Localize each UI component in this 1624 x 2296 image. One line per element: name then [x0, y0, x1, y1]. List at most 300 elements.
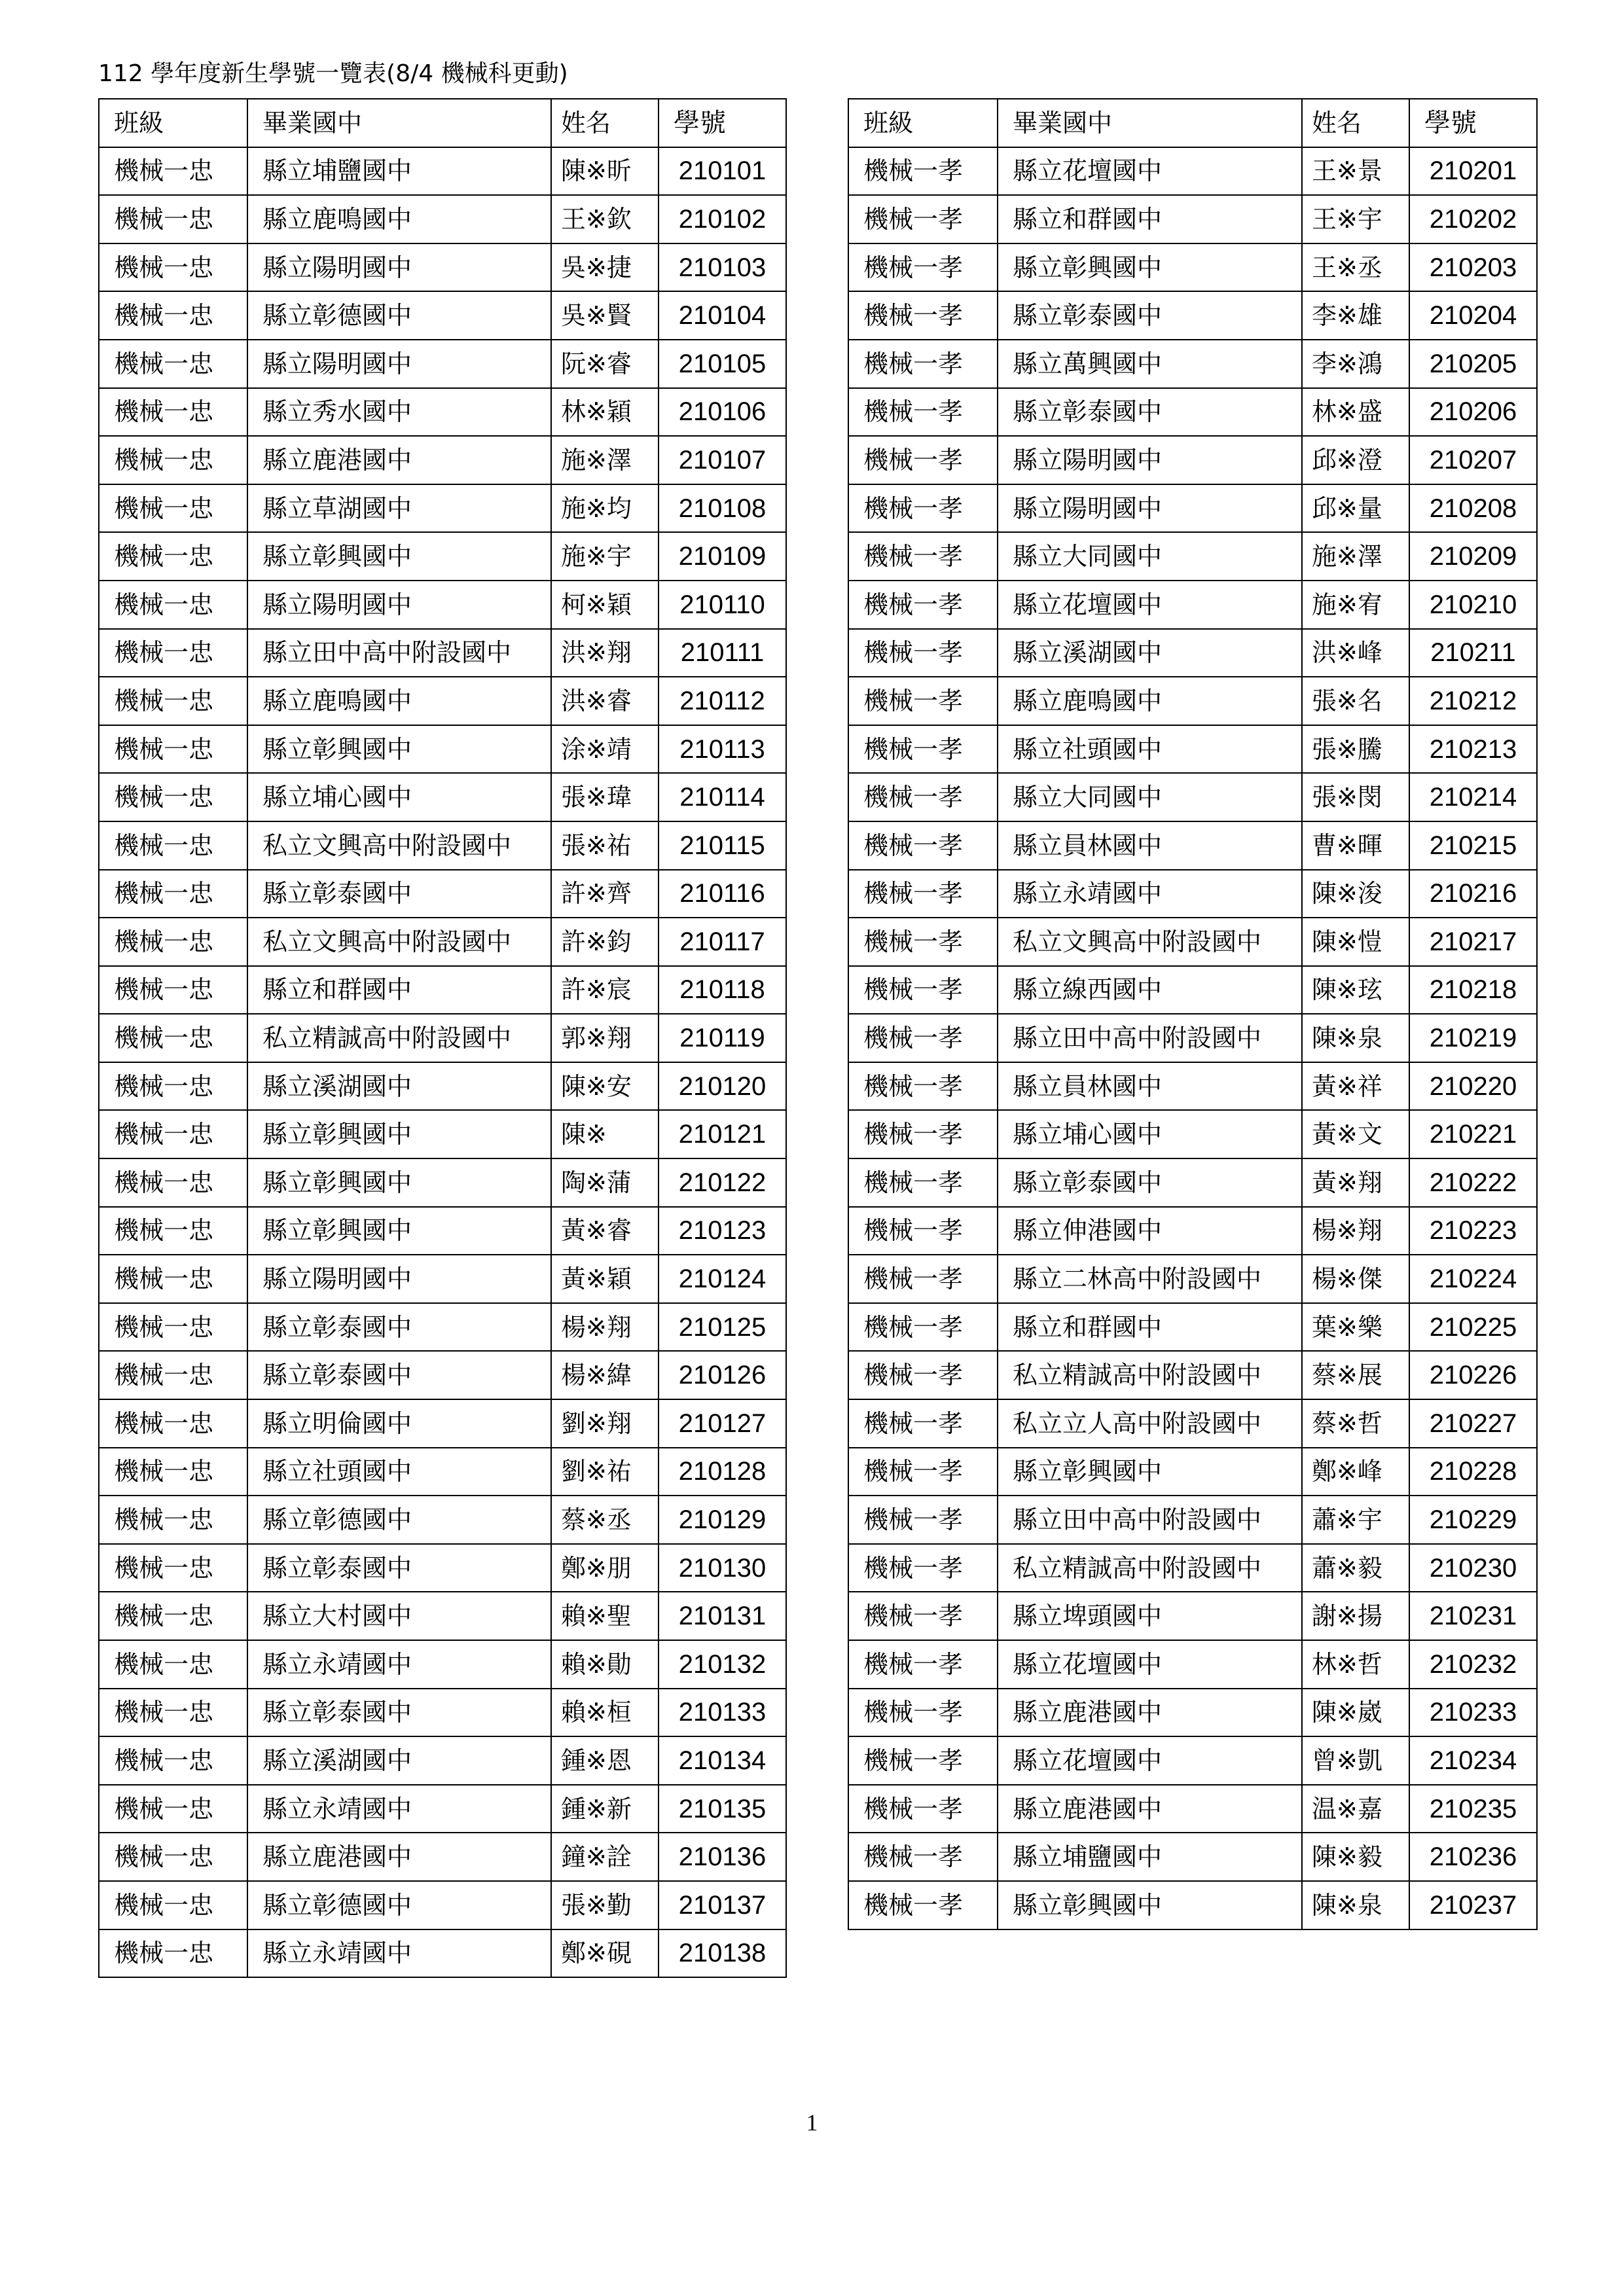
name-cell: 邱※量: [1302, 484, 1409, 533]
class-cell: 機械一忠: [99, 821, 247, 870]
school-cell: 縣立陽明國中: [998, 436, 1302, 484]
name-cell: 涂※靖: [551, 725, 659, 774]
name-cell: 施※宇: [551, 532, 659, 581]
name-cell: 施※均: [551, 484, 659, 533]
student-id-cell: 210134: [659, 1736, 786, 1785]
table-row: [99, 1448, 786, 1496]
school-cell: 縣立社頭國中: [998, 725, 1302, 774]
school-cell: 縣立溪湖國中: [998, 629, 1302, 677]
school-cell: 私立文興高中附設國中: [247, 821, 551, 870]
school-cell: 縣立伸港國中: [998, 1207, 1302, 1255]
student-id-cell: 210131: [659, 1592, 786, 1640]
column-header: 畢業國中: [998, 99, 1302, 147]
class-cell: 機械一孝: [848, 1544, 998, 1592]
class-cell: 機械一忠: [99, 1785, 247, 1833]
school-cell: 縣立彰泰國中: [247, 870, 551, 918]
student-id-cell: 210116: [659, 870, 786, 918]
document-title: 112 學年度新生學號一覽表(8/4 機械科更動): [98, 60, 568, 87]
table-row: [848, 1399, 1537, 1448]
class-cell: 機械一孝: [848, 918, 998, 966]
table-row: [848, 966, 1537, 1014]
student-id-cell: 210219: [1409, 1014, 1537, 1062]
student-id-cell: 210129: [659, 1496, 786, 1544]
class-cell: 機械一忠: [99, 1014, 247, 1062]
table-row: [848, 773, 1537, 821]
table-row: [848, 1544, 1537, 1592]
school-cell: 私立精誠高中附設國中: [998, 1351, 1302, 1399]
school-cell: 縣立鹿港國中: [998, 1689, 1302, 1737]
school-cell: 縣立鹿港國中: [247, 1833, 551, 1881]
class-cell: 機械一孝: [848, 1689, 998, 1737]
student-id-cell: 210209: [1409, 532, 1537, 581]
table-row: [99, 1929, 786, 1978]
school-cell: 縣立和群國中: [247, 966, 551, 1014]
class-cell: 機械一忠: [99, 1736, 247, 1785]
name-cell: 曾※凱: [1302, 1736, 1409, 1785]
student-id-cell: 210125: [659, 1303, 786, 1352]
class-cell: 機械一孝: [848, 966, 998, 1014]
student-id-cell: 210126: [659, 1351, 786, 1399]
school-cell: 縣立鹿鳴國中: [247, 195, 551, 243]
class-cell: 機械一忠: [99, 291, 247, 340]
student-id-cell: 210237: [1409, 1881, 1537, 1929]
student-id-cell: 210213: [1409, 725, 1537, 774]
name-cell: 洪※睿: [551, 677, 659, 725]
school-cell: 私立文興高中附設國中: [247, 918, 551, 966]
school-cell: 縣立和群國中: [998, 195, 1302, 243]
school-cell: 縣立彰泰國中: [247, 1689, 551, 1737]
class-cell: 機械一孝: [848, 773, 998, 821]
school-cell: 縣立溪湖國中: [247, 1062, 551, 1111]
class-cell: 機械一孝: [848, 1592, 998, 1640]
student-id-cell: 210230: [1409, 1544, 1537, 1592]
name-cell: 柯※穎: [551, 581, 659, 629]
name-cell: 蕭※宇: [1302, 1496, 1409, 1544]
student-id-cell: 210211: [1409, 629, 1537, 677]
class-cell: 機械一孝: [848, 1158, 998, 1207]
student-id-cell: 210115: [659, 821, 786, 870]
name-cell: 王※宇: [1302, 195, 1409, 243]
school-cell: 縣立永靖國中: [998, 870, 1302, 918]
student-id-cell: 210220: [1409, 1062, 1537, 1111]
student-id-cell: 210231: [1409, 1592, 1537, 1640]
school-cell: 縣立大同國中: [998, 532, 1302, 581]
student-id-cell: 210132: [659, 1640, 786, 1689]
student-id-cell: 210204: [1409, 291, 1537, 340]
school-cell: 縣立秀水國中: [247, 388, 551, 437]
name-cell: 林※穎: [551, 388, 659, 437]
class-cell: 機械一孝: [848, 581, 998, 629]
class-cell: 機械一孝: [848, 1255, 998, 1303]
table-row: [848, 1496, 1537, 1544]
student-id-cell: 210117: [659, 918, 786, 966]
table-row: [848, 388, 1537, 437]
roster-body-left: [99, 99, 786, 1977]
class-cell: 機械一忠: [99, 1689, 247, 1737]
name-cell: 張※勤: [551, 1881, 659, 1929]
class-cell: 機械一忠: [99, 436, 247, 484]
class-cell: 機械一孝: [848, 195, 998, 243]
column-header: 畢業國中: [247, 99, 551, 147]
school-cell: 縣立埤頭國中: [998, 1592, 1302, 1640]
column-header: 學號: [1409, 99, 1537, 147]
name-cell: 陳※浚: [1302, 870, 1409, 918]
name-cell: 賴※勛: [551, 1640, 659, 1689]
table-row: [99, 629, 786, 677]
table-row: [99, 388, 786, 437]
table-row: [99, 532, 786, 581]
table-row: [848, 147, 1537, 196]
column-header: 班級: [848, 99, 998, 147]
table-row: [848, 1158, 1537, 1207]
table-row: [848, 629, 1537, 677]
student-id-cell: 210205: [1409, 340, 1537, 388]
student-id-cell: 210133: [659, 1689, 786, 1737]
student-id-cell: 210221: [1409, 1110, 1537, 1158]
student-id-cell: 210225: [1409, 1303, 1537, 1352]
table-row: [848, 1255, 1537, 1303]
school-cell: 縣立彰德國中: [247, 291, 551, 340]
school-cell: 縣立陽明國中: [247, 1255, 551, 1303]
student-id-cell: 210226: [1409, 1351, 1537, 1399]
table-row: [848, 243, 1537, 292]
table-row: [99, 1255, 786, 1303]
name-cell: 曹※暉: [1302, 821, 1409, 870]
class-cell: 機械一孝: [848, 388, 998, 437]
student-id-cell: 210113: [659, 725, 786, 774]
table-row: [848, 1351, 1537, 1399]
name-cell: 阮※睿: [551, 340, 659, 388]
student-id-cell: 210109: [659, 532, 786, 581]
page-number: 1: [806, 2109, 818, 2136]
student-id-cell: 210112: [659, 677, 786, 725]
roster-table-class-2: [848, 98, 1538, 1930]
table-row: [99, 1736, 786, 1785]
name-cell: 鍾※恩: [551, 1736, 659, 1785]
student-id-cell: 210214: [1409, 773, 1537, 821]
class-cell: 機械一忠: [99, 388, 247, 437]
table-row: [848, 340, 1537, 388]
school-cell: 縣立彰泰國中: [998, 1158, 1302, 1207]
name-cell: 陳※崴: [1302, 1689, 1409, 1737]
column-header: 姓名: [551, 99, 659, 147]
table-row: [848, 1014, 1537, 1062]
school-cell: 縣立線西國中: [998, 966, 1302, 1014]
student-id-cell: 210234: [1409, 1736, 1537, 1785]
class-cell: 機械一忠: [99, 1833, 247, 1881]
student-id-cell: 210218: [1409, 966, 1537, 1014]
student-id-cell: 210215: [1409, 821, 1537, 870]
school-cell: 縣立和群國中: [998, 1303, 1302, 1352]
name-cell: 陳※愷: [1302, 918, 1409, 966]
table-row: [848, 532, 1537, 581]
class-cell: 機械一孝: [848, 484, 998, 533]
school-cell: 縣立萬興國中: [998, 340, 1302, 388]
school-cell: 縣立彰興國中: [998, 1881, 1302, 1929]
class-cell: 機械一孝: [848, 340, 998, 388]
table-row: [99, 1207, 786, 1255]
student-id-cell: 210210: [1409, 581, 1537, 629]
student-id-cell: 210102: [659, 195, 786, 243]
school-cell: 縣立溪湖國中: [247, 1736, 551, 1785]
table-row: [99, 340, 786, 388]
student-id-cell: 210114: [659, 773, 786, 821]
table-row: [99, 243, 786, 292]
school-cell: 縣立彰泰國中: [998, 291, 1302, 340]
school-cell: 縣立大同國中: [998, 773, 1302, 821]
school-cell: 縣立田中高中附設國中: [247, 629, 551, 677]
student-id-cell: 210127: [659, 1399, 786, 1448]
student-id-cell: 210227: [1409, 1399, 1537, 1448]
class-cell: 機械一孝: [848, 1351, 998, 1399]
student-id-cell: 210118: [659, 966, 786, 1014]
table-row: [99, 195, 786, 243]
class-cell: 機械一忠: [99, 1399, 247, 1448]
table-row: [848, 436, 1537, 484]
school-cell: 縣立大村國中: [247, 1592, 551, 1640]
school-cell: 縣立陽明國中: [247, 581, 551, 629]
table-row: [99, 918, 786, 966]
class-cell: 機械一孝: [848, 870, 998, 918]
name-cell: 鍾※新: [551, 1785, 659, 1833]
class-cell: 機械一忠: [99, 773, 247, 821]
student-id-cell: 210212: [1409, 677, 1537, 725]
class-cell: 機械一忠: [99, 677, 247, 725]
student-id-cell: 210233: [1409, 1689, 1537, 1737]
student-id-cell: 210224: [1409, 1255, 1537, 1303]
school-cell: 縣立田中高中附設國中: [998, 1014, 1302, 1062]
class-cell: 機械一忠: [99, 532, 247, 581]
class-cell: 機械一忠: [99, 1110, 247, 1158]
student-id-cell: 210111: [659, 629, 786, 677]
class-cell: 機械一孝: [848, 1303, 998, 1352]
column-header: 班級: [99, 99, 247, 147]
name-cell: 黃※翔: [1302, 1158, 1409, 1207]
student-id-cell: 210105: [659, 340, 786, 388]
table-row: [848, 1207, 1537, 1255]
column-header: 學號: [659, 99, 786, 147]
name-cell: 賴※聖: [551, 1592, 659, 1640]
student-id-cell: 210217: [1409, 918, 1537, 966]
header-row: [99, 99, 786, 147]
table-row: [99, 1062, 786, 1111]
school-cell: 縣立彰興國中: [247, 532, 551, 581]
table-row: [848, 1785, 1537, 1833]
class-cell: 機械一忠: [99, 484, 247, 533]
name-cell: 林※哲: [1302, 1640, 1409, 1689]
name-cell: 楊※緯: [551, 1351, 659, 1399]
class-cell: 機械一忠: [99, 581, 247, 629]
student-id-cell: 210136: [659, 1833, 786, 1881]
class-cell: 機械一孝: [848, 821, 998, 870]
name-cell: 張※祐: [551, 821, 659, 870]
name-cell: 郭※翔: [551, 1014, 659, 1062]
name-cell: 陳※昕: [551, 147, 659, 196]
school-cell: 縣立員林國中: [998, 821, 1302, 870]
name-cell: 邱※澄: [1302, 436, 1409, 484]
school-cell: 縣立彰泰國中: [998, 388, 1302, 437]
name-cell: 陳※玹: [1302, 966, 1409, 1014]
class-cell: 機械一忠: [99, 340, 247, 388]
table-row: [848, 1110, 1537, 1158]
table-row: [848, 581, 1537, 629]
table-row: [99, 821, 786, 870]
name-cell: 劉※祐: [551, 1448, 659, 1496]
class-cell: 機械一忠: [99, 1207, 247, 1255]
class-cell: 機械一孝: [848, 1833, 998, 1881]
class-cell: 機械一忠: [99, 629, 247, 677]
name-cell: 黃※文: [1302, 1110, 1409, 1158]
table-row: [848, 1736, 1537, 1785]
student-id-cell: 210208: [1409, 484, 1537, 533]
table-row: [848, 1833, 1537, 1881]
class-cell: 機械一孝: [848, 677, 998, 725]
student-id-cell: 210122: [659, 1158, 786, 1207]
class-cell: 機械一忠: [99, 1640, 247, 1689]
table-row: [99, 1351, 786, 1399]
table-row: [99, 870, 786, 918]
student-id-cell: 210216: [1409, 870, 1537, 918]
student-id-cell: 210223: [1409, 1207, 1537, 1255]
table-row: [99, 773, 786, 821]
class-cell: 機械一孝: [848, 243, 998, 292]
table-row: [848, 1640, 1537, 1689]
class-cell: 機械一孝: [848, 725, 998, 774]
school-cell: 縣立永靖國中: [247, 1929, 551, 1978]
school-cell: 縣立二林高中附設國中: [998, 1255, 1302, 1303]
table-row: [99, 1399, 786, 1448]
school-cell: 縣立永靖國中: [247, 1640, 551, 1689]
student-id-cell: 210228: [1409, 1448, 1537, 1496]
table-row: [99, 1544, 786, 1592]
name-cell: 陳※泉: [1302, 1014, 1409, 1062]
school-cell: 縣立鹿港國中: [247, 436, 551, 484]
table-row: [848, 484, 1537, 533]
student-id-cell: 210119: [659, 1014, 786, 1062]
name-cell: 陳※安: [551, 1062, 659, 1111]
name-cell: 黃※睿: [551, 1207, 659, 1255]
name-cell: 張※名: [1302, 677, 1409, 725]
name-cell: 王※欽: [551, 195, 659, 243]
school-cell: 縣立彰德國中: [247, 1496, 551, 1544]
class-cell: 機械一忠: [99, 1544, 247, 1592]
school-cell: 縣立彰興國中: [998, 1448, 1302, 1496]
student-id-cell: 210121: [659, 1110, 786, 1158]
student-id-cell: 210138: [659, 1929, 786, 1978]
school-cell: 縣立彰泰國中: [247, 1351, 551, 1399]
header-row: [848, 99, 1537, 147]
class-cell: 機械一孝: [848, 1881, 998, 1929]
name-cell: 許※宸: [551, 966, 659, 1014]
school-cell: 私立文興高中附設國中: [998, 918, 1302, 966]
class-cell: 機械一忠: [99, 1158, 247, 1207]
student-id-cell: 210202: [1409, 195, 1537, 243]
name-cell: 王※景: [1302, 147, 1409, 196]
student-id-cell: 210235: [1409, 1785, 1537, 1833]
name-cell: 林※盛: [1302, 388, 1409, 437]
student-id-cell: 210108: [659, 484, 786, 533]
roster-body-right: [848, 99, 1537, 1929]
name-cell: 黃※祥: [1302, 1062, 1409, 1111]
school-cell: 縣立永靖國中: [247, 1785, 551, 1833]
student-id-cell: 210107: [659, 436, 786, 484]
class-cell: 機械一孝: [848, 1496, 998, 1544]
table-row: [99, 436, 786, 484]
name-cell: 陶※蒲: [551, 1158, 659, 1207]
table-row: [848, 1592, 1537, 1640]
name-cell: 謝※揚: [1302, 1592, 1409, 1640]
table-row: [99, 1881, 786, 1929]
column-header: 姓名: [1302, 99, 1409, 147]
school-cell: 縣立陽明國中: [998, 484, 1302, 533]
student-id-cell: 210106: [659, 388, 786, 437]
student-id-cell: 210135: [659, 1785, 786, 1833]
class-cell: 機械一忠: [99, 195, 247, 243]
school-cell: 私立精誠高中附設國中: [247, 1014, 551, 1062]
school-cell: 縣立陽明國中: [247, 340, 551, 388]
school-cell: 縣立花壇國中: [998, 1640, 1302, 1689]
class-cell: 機械一孝: [848, 1110, 998, 1158]
class-cell: 機械一忠: [99, 1496, 247, 1544]
student-id-cell: 210201: [1409, 147, 1537, 196]
table-row: [99, 291, 786, 340]
name-cell: 楊※翔: [1302, 1207, 1409, 1255]
student-id-cell: 210103: [659, 243, 786, 292]
school-cell: 縣立田中高中附設國中: [998, 1496, 1302, 1544]
class-cell: 機械一忠: [99, 870, 247, 918]
class-cell: 機械一忠: [99, 725, 247, 774]
class-cell: 機械一忠: [99, 243, 247, 292]
table-row: [99, 1689, 786, 1737]
name-cell: 鐘※詮: [551, 1833, 659, 1881]
name-cell: 許※齊: [551, 870, 659, 918]
class-cell: 機械一孝: [848, 1062, 998, 1111]
name-cell: 葉※樂: [1302, 1303, 1409, 1352]
student-id-cell: 210137: [659, 1881, 786, 1929]
school-cell: 縣立花壇國中: [998, 1736, 1302, 1785]
class-cell: 機械一忠: [99, 1881, 247, 1929]
table-row: [848, 195, 1537, 243]
class-cell: 機械一忠: [99, 1592, 247, 1640]
school-cell: 縣立草湖國中: [247, 484, 551, 533]
student-id-cell: 210124: [659, 1255, 786, 1303]
school-cell: 縣立埔心國中: [247, 773, 551, 821]
student-id-cell: 210128: [659, 1448, 786, 1496]
table-row: [99, 1303, 786, 1352]
table-row: [99, 1496, 786, 1544]
name-cell: 温※嘉: [1302, 1785, 1409, 1833]
name-cell: 鄭※硯: [551, 1929, 659, 1978]
school-cell: 縣立彰興國中: [998, 243, 1302, 292]
student-id-cell: 210101: [659, 147, 786, 196]
class-cell: 機械一忠: [99, 1062, 247, 1111]
class-cell: 機械一孝: [848, 436, 998, 484]
table-row: [848, 870, 1537, 918]
school-cell: 縣立彰興國中: [247, 1110, 551, 1158]
name-cell: 陳※毅: [1302, 1833, 1409, 1881]
school-cell: 縣立花壇國中: [998, 581, 1302, 629]
table-row: [848, 918, 1537, 966]
name-cell: 張※騰: [1302, 725, 1409, 774]
school-cell: 縣立社頭國中: [247, 1448, 551, 1496]
school-cell: 縣立彰興國中: [247, 1158, 551, 1207]
name-cell: 陳※泉: [1302, 1881, 1409, 1929]
class-cell: 機械一忠: [99, 1929, 247, 1978]
table-row: [99, 147, 786, 196]
school-cell: 縣立彰興國中: [247, 1207, 551, 1255]
name-cell: 楊※翔: [551, 1303, 659, 1352]
name-cell: 蔡※展: [1302, 1351, 1409, 1399]
